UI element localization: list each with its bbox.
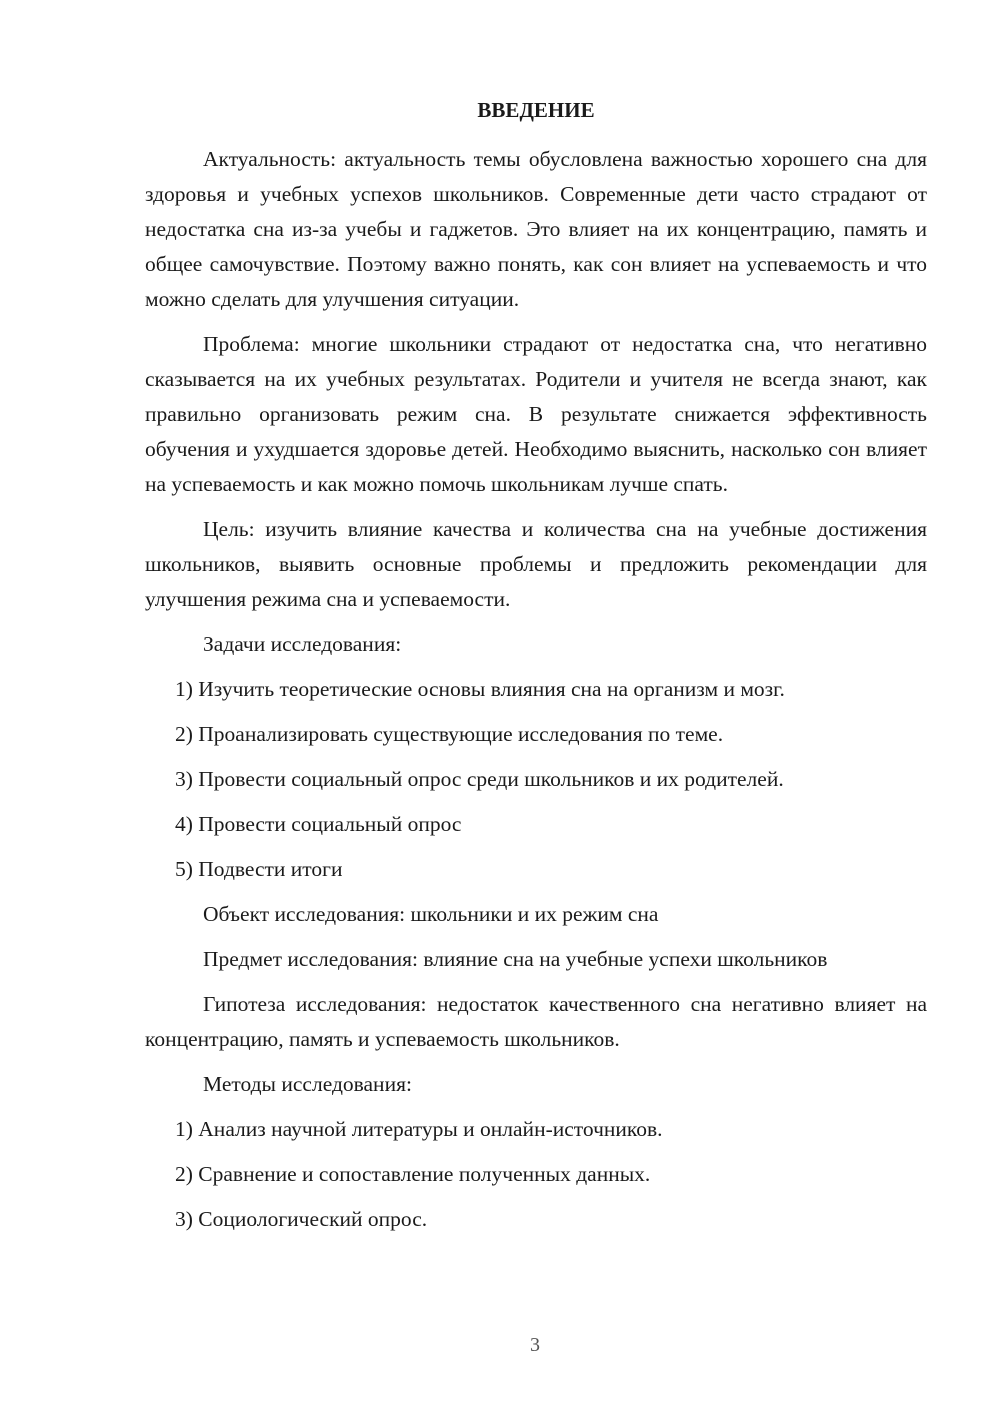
page-number: 3 — [530, 1334, 540, 1356]
method-item: 2) Сравнение и сопоставление полученных данных. — [175, 1162, 651, 1186]
tasks-list — [145, 672, 927, 887]
task-item: 3) Провести социальный опрос среди школьников и их родителей. — [175, 767, 784, 791]
methods-list — [145, 1112, 927, 1237]
relevance-paragraph: Актуальность: актуальность темы обусловлена важностью хорошего сна для здоровья и учебных успехов школьников. Современные дети часто страдают от недостатка сна из-за учебы и гаджетов. Это влияет на их концентрацию, память и общее самочувствие. Поэтому важно понять, как сон влияет на успеваемость и что можно сделать для улучшения ситуации. — [145, 147, 927, 311]
document-page — [145, 96, 927, 1247]
method-item: 1) Анализ научной литературы и онлайн-источников. — [175, 1117, 663, 1141]
page-title: ВВЕДЕНИЕ — [477, 98, 595, 122]
task-item: 1) Изучить теоретические основы влияния сна на организм и мозг. — [175, 677, 785, 701]
tasks-heading: Задачи исследования: — [203, 632, 402, 656]
problem-paragraph: Проблема: многие школьники страдают от недостатка сна, что негативно сказывается на их учебных результатах. Родители и учителя не всегда знают, как правильно организовать режим сна. В результате снижается эффективность обучения и ухудшается здоровье детей. Необходимо выяснить, насколько сон влияет на успеваемость и как можно помочь школьникам лучше спать. — [145, 332, 927, 496]
subject-paragraph: Предмет исследования: влияние сна на учебные успехи школьников — [203, 947, 828, 971]
task-item: 2) Проанализировать существующие исследования по теме. — [175, 722, 724, 746]
task-item: 4) Провести социальный опрос — [175, 812, 462, 836]
goal-paragraph: Цель: изучить влияние качества и количества сна на учебные достижения школьников, выявить основные проблемы и предложить рекомендации для улучшения режима сна и успеваемости. — [145, 517, 927, 611]
methods-heading: Методы исследования: — [203, 1072, 412, 1096]
task-item: 5) Подвести итоги — [175, 857, 343, 881]
method-item: 3) Социологический опрос. — [175, 1207, 428, 1231]
hypothesis-paragraph: Гипотеза исследования: недостаток качественного сна негативно влияет на концентрацию, память и успеваемость школьников. — [145, 992, 927, 1051]
object-paragraph: Объект исследования: школьники и их режим сна — [203, 902, 659, 926]
